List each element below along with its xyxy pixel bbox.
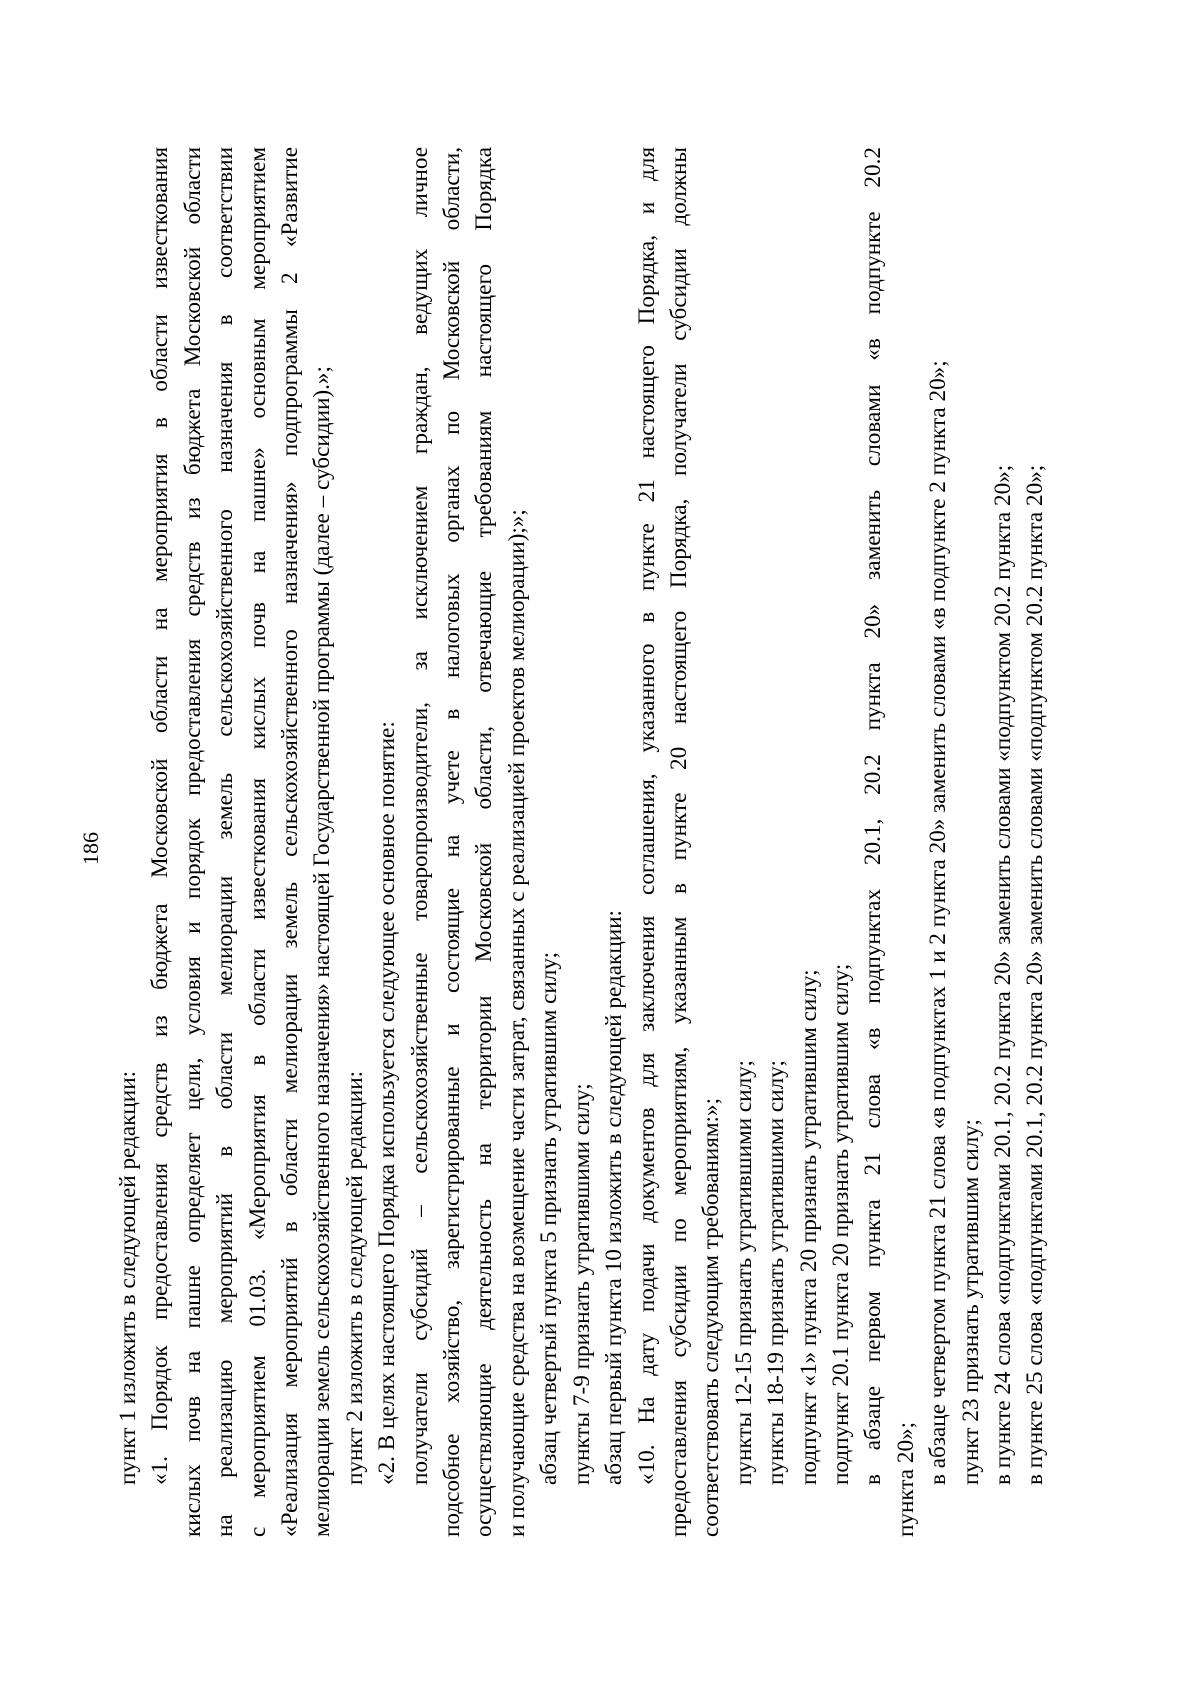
text-line: «1. Порядок предоставления средств из бюджета Московской области на мероприятия в области известкования [147,147,174,1485]
text-line: абзац четвертый пункта 5 признать утратившим силу; [536,951,563,1485]
text-line: подпункт «1» пункта 20 признать утратившим силу; [795,969,822,1485]
text-line: в абзаце четвертом пункта 21 слова «в подпунктах 1 и 2 пункта 20» заменить словами «в подпункте 2 пункта 20»; [925,360,952,1485]
text-line: «Реализация мероприятий в области мелиорации земель сельскохозяйственного назначения» подпрограммы 2 «Развитие [277,147,304,1537]
text-line: в пункте 24 слова «подпунктами 20.1, 20.2 пункта 20» заменить словами «подпунктом 20.2 пункта 20»; [989,464,1016,1485]
page-number: 186 [78,832,103,865]
text-line: пункты 18-19 признать утратившими силу; [763,1060,790,1485]
text-line: мелиорации земель сельскохозяйственного назначения» настоящей Государственной программы (далее – субсидии).»; [309,366,336,1537]
text-line: пункт 1 изложить в следующей редакции: [115,1070,141,1485]
text-line: пункт 2 изложить в следующей редакции: [341,1070,368,1485]
text-line: подсобное хозяйство, зарегистрированные и состоящие на учете в налоговых органах по Московской области, [439,147,466,1537]
text-line: осуществляющие деятельность на территории Московской области, отвечающие требованиям настоящего Порядка [471,147,498,1537]
text-line: получатели субсидий – сельскохозяйственные товаропроизводители, за исключением граждан, ведущих личное [406,147,433,1485]
text-line: пункт 23 признать утратившим силу; [957,1119,984,1485]
text-line: соответствовать следующим требованиям:»; [698,1097,725,1537]
text-line: «2. В целях настоящего Порядка используется следующее основное понятие: [374,721,401,1485]
document-body [112,147,1052,1537]
text-line: пункта 20»; [892,1421,919,1537]
text-line: на реализацию мероприятий в области мелиорации земель сельскохозяйственного назначения в соответствии [212,147,239,1537]
text-line: пункты 7-9 признать утратившими силу; [568,1083,595,1485]
text-line: с мероприятием 01.03. «Мероприятия в области известкования кислых почв на пашне» основным мероприятием [244,147,271,1537]
text-line: в абзаце первом пункта 21 слова «в подпунктах 20.1, 20.2 пункта 20» заменить словами «в подпункте 20.2 [860,147,887,1485]
text-line: кислых почв на пашне определяет цели, условия и порядок предоставления средств из бюджета Московской области [179,147,206,1537]
text-line: пункты 12-15 признать утратившими силу; [730,1060,757,1485]
text-line: «10. На дату подачи документов для заключения соглашения, указанного в пункте 21 настоящего Порядка, и для [633,147,660,1485]
text-line: абзац первый пункта 10 изложить в следующей редакции: [601,910,628,1485]
text-line: подпункт 20.1 пункта 20 признать утратившим силу; [827,963,854,1485]
text-line: в пункте 25 слова «подпунктами 20.1, 20.2 пункта 20» заменить словами «подпунктом 20.2 пункта 20»; [1022,464,1049,1485]
text-line: и получающие средства на возмещение части затрат, связанных с реализацией проектов мелиорации);»; [503,509,530,1537]
text-line: предоставления субсидии по мероприятиям, указанным в пункте 20 настоящего Порядка, получатели субсидии должны [665,147,692,1537]
